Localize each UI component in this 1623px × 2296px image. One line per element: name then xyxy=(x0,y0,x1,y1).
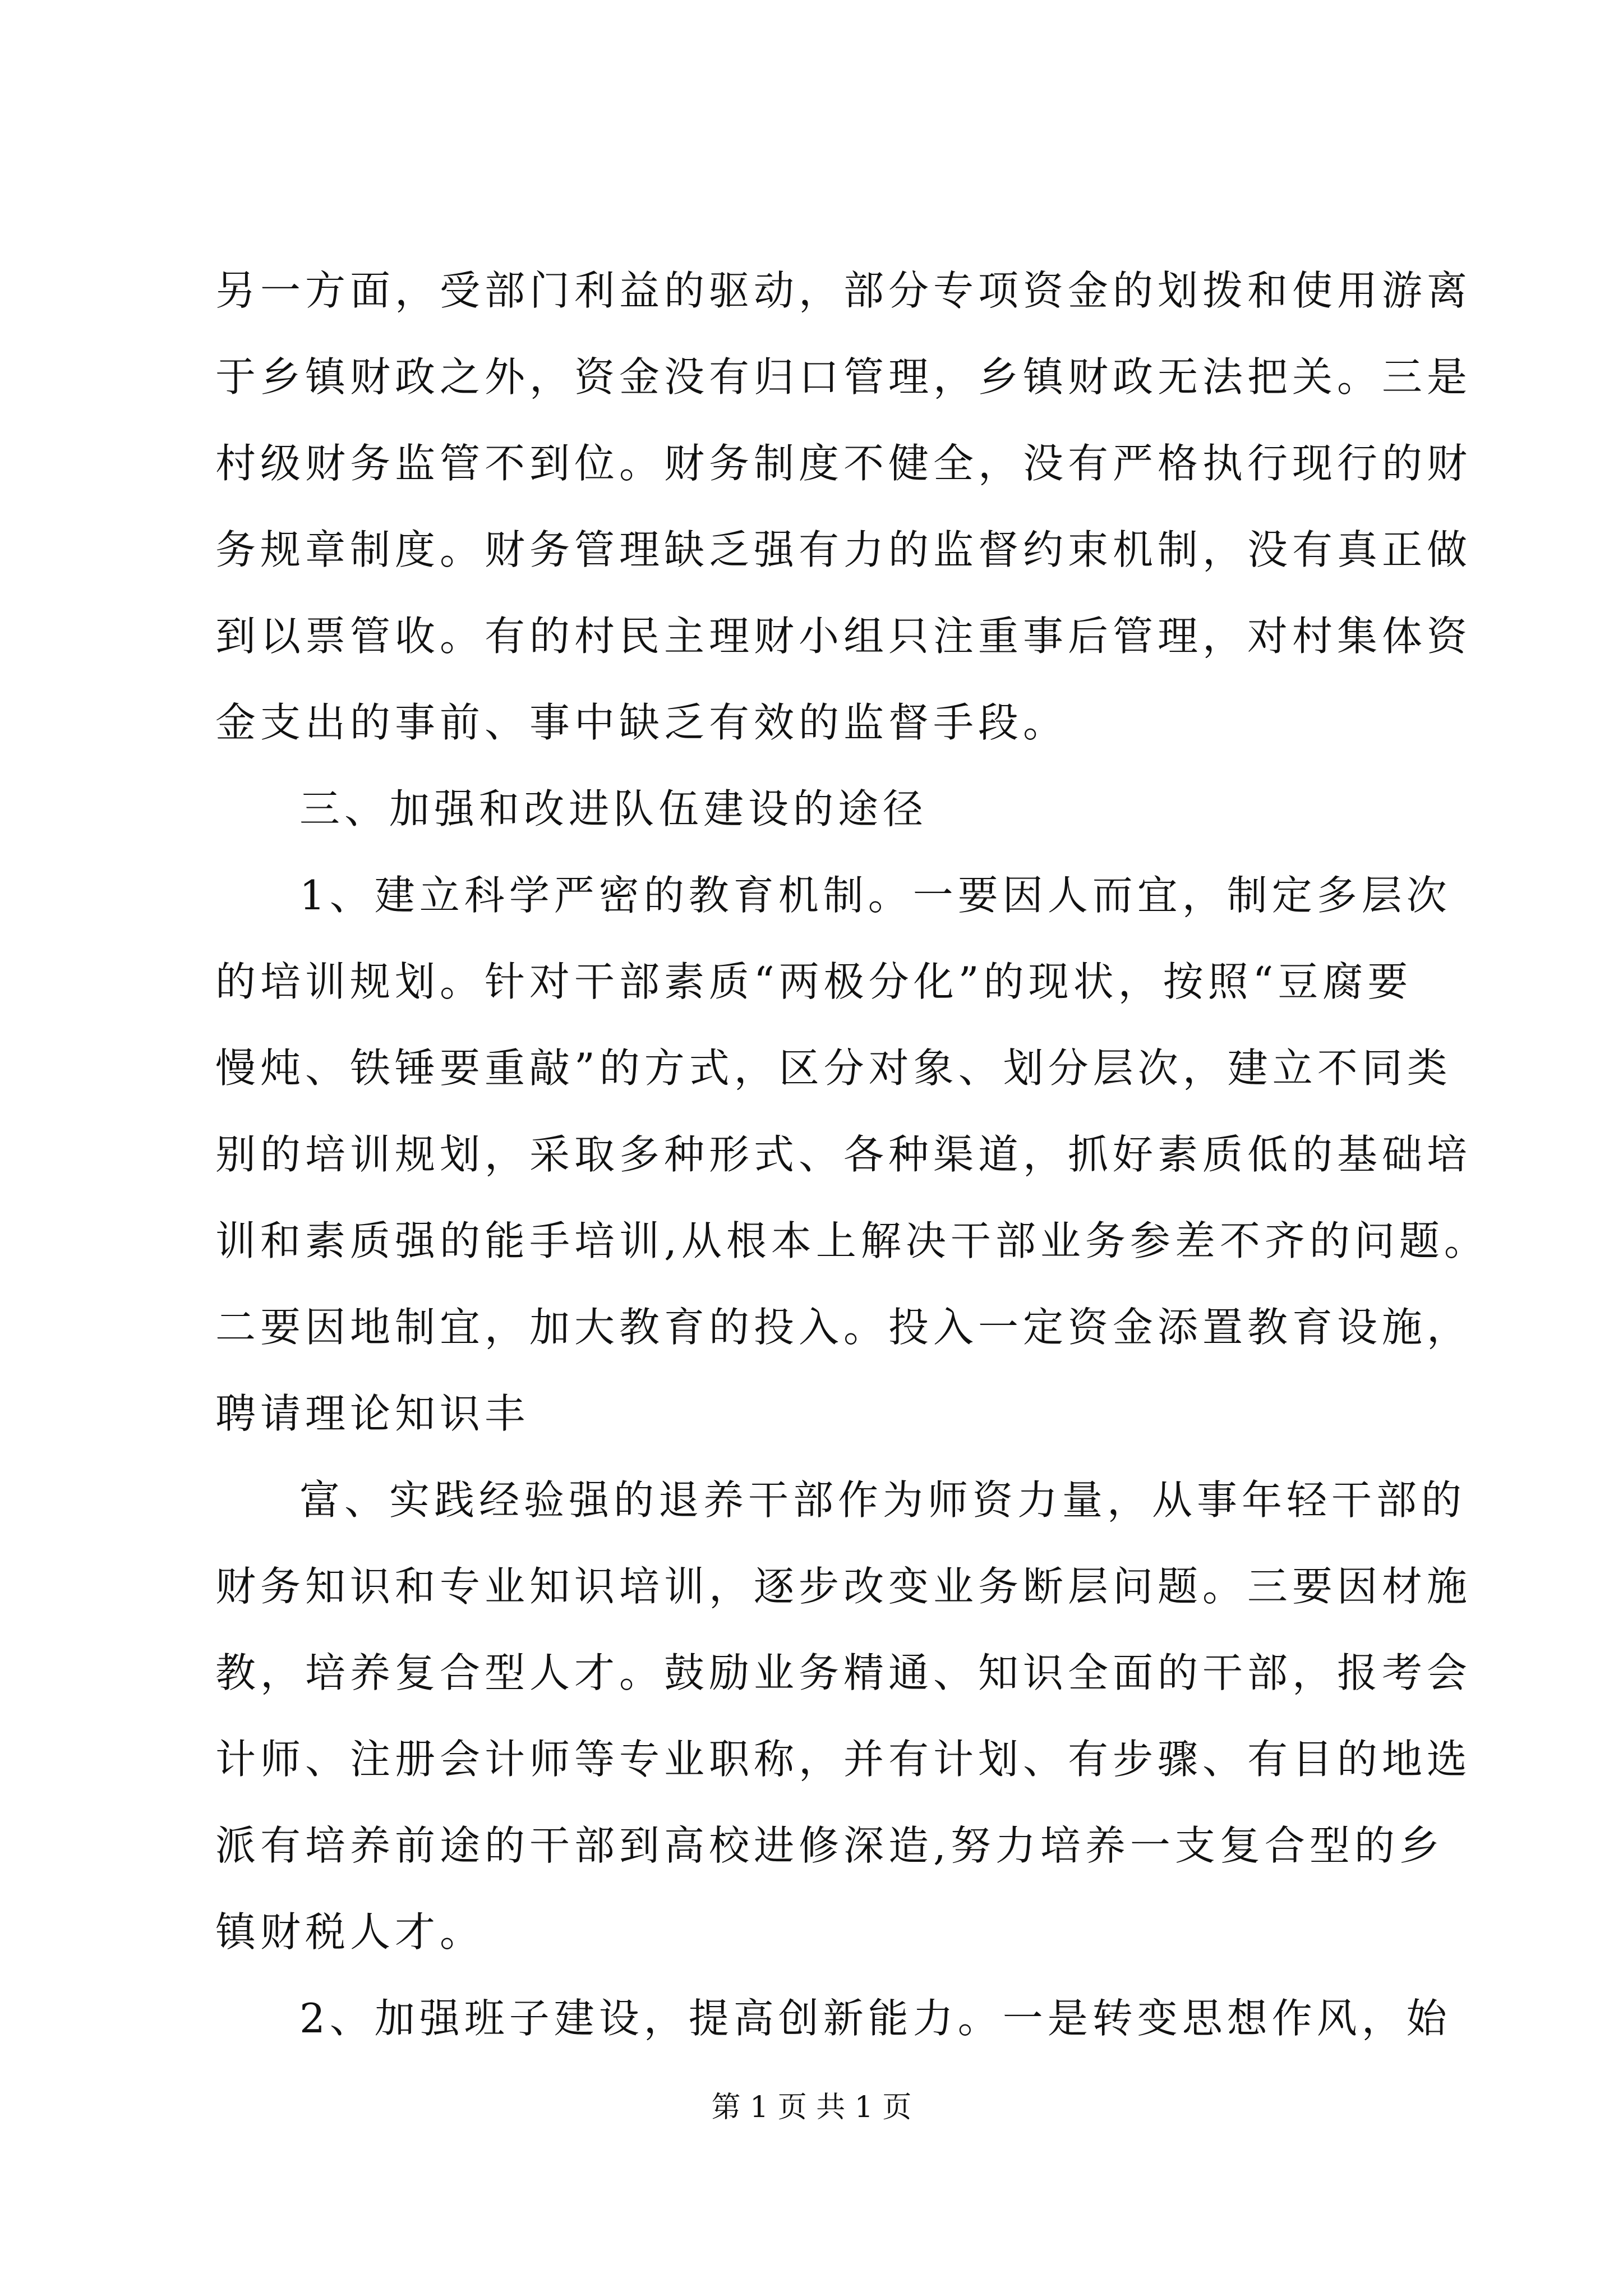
text-line: 别的培训规划，采取多种形式、各种渠道，抓好素质低的基础培 xyxy=(215,1131,1472,1178)
text-line: 村级财务监管不到位。财务制度不健全，没有严格执行现行的财 xyxy=(215,440,1472,487)
text-line: 1、建立科学严密的教育机制。一要因人而宜，制定多层次 xyxy=(299,872,1451,919)
text-line: 富、实践经验强的退养干部作为师资力量，从事年轻干部的 xyxy=(299,1476,1467,1524)
text-line: 财务知识和专业知识培训，逐步改变业务断层问题。三要因材施 xyxy=(215,1563,1472,1610)
text-line: 聘请理论知识丰 xyxy=(215,1390,530,1437)
section-heading: 三、加强和改进队伍建设的途径 xyxy=(299,785,928,832)
text-line: 计师、注册会计师等专业职称，并有计划、有步骤、有目的地选 xyxy=(215,1736,1472,1783)
text-line: 慢炖、铁锤要重敲”的方式，区分对象、划分层次，建立不同类 xyxy=(215,1045,1452,1092)
text-line: 派有培养前途的干部到高校进修深造,努力培养一支复合型的乡 xyxy=(215,1822,1444,1869)
text-line: 到以票管收。有的村民主理财小组只注重事后管理，对村集体资 xyxy=(215,613,1472,660)
text-line: 的培训规划。针对干部素质“两极分化”的现状，按照“豆腐要 xyxy=(215,958,1413,1005)
text-line: 二要因地制宜，加大教育的投入。投入一定资金添置教育设施， xyxy=(215,1304,1472,1351)
text-line: 务规章制度。财务管理缺乏强有力的监督约束机制，没有真正做 xyxy=(215,526,1472,573)
text-line: 镇财税人才。 xyxy=(215,1908,485,1955)
text-line: 于乡镇财政之外，资金没有归口管理，乡镇财政无法把关。三是 xyxy=(215,353,1472,401)
text-line: 2、加强班子建设，提高创新能力。一是转变思想作风，始 xyxy=(299,1995,1451,2042)
text-line: 另一方面，受部门利益的驱动，部分专项资金的划拨和使用游离 xyxy=(215,267,1472,314)
page-footer: 第 1 页 共 1 页 xyxy=(711,2091,912,2124)
text-line: 教，培养复合型人才。鼓励业务精通、知识全面的干部，报考会 xyxy=(215,1649,1472,1696)
text-line: 训和素质强的能手培训,从根本上解决干部业务参差不齐的问题。 xyxy=(215,1217,1489,1264)
text-line: 金支出的事前、事中缺乏有效的监督手段。 xyxy=(215,699,1068,746)
